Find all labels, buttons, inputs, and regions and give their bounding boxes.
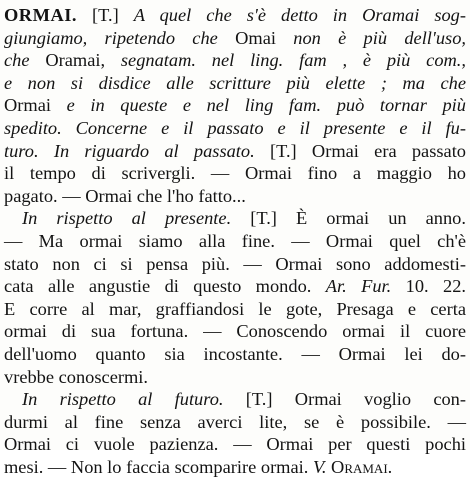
roman-text: stato non ci si pensa più. — Ormai sono addomesti- xyxy=(4,253,466,274)
italic-text: turo. In riguardo al passato. xyxy=(4,140,255,161)
roman-text: — Ma ormai siamo alla fine. — Ormai quel ch'è xyxy=(4,230,466,251)
roman-text: cata alle angustie di questo mondo. xyxy=(4,276,326,297)
text-line xyxy=(4,72,466,95)
roman-text: 10. 22. xyxy=(391,276,466,297)
text-line xyxy=(4,185,466,208)
text-line xyxy=(4,275,466,298)
roman-text: vrebbe conoscermi. xyxy=(4,366,149,387)
roman-text: [T.] Ormai era passato xyxy=(254,140,466,161)
roman-text: Oramai, xyxy=(45,50,106,71)
text-line xyxy=(4,207,466,230)
italic-text: Ar. Fur. xyxy=(325,276,392,297)
text-line xyxy=(4,366,466,389)
italic-text: V. xyxy=(312,456,327,477)
text-line xyxy=(4,117,466,140)
cross-reference: Oramai. xyxy=(326,456,393,477)
italic-text: In rispetto al futuro. xyxy=(22,389,224,410)
italic-text: che xyxy=(4,50,46,71)
text-line xyxy=(4,94,466,117)
italic-text: non è più dell'uso, xyxy=(275,27,466,48)
roman-text: durmi al fine senza averci lite, se è possibile. — xyxy=(4,411,466,432)
text-line xyxy=(4,411,466,434)
italic-text: segnatam. nel ling. fam , è più com., xyxy=(105,50,467,71)
text-line xyxy=(4,456,466,478)
roman-text: Ormai xyxy=(4,95,51,116)
roman-text: [T.] È ormai un anno. xyxy=(231,208,466,229)
roman-text: il tempo di scrivergli. — Ormai fino a maggio ho xyxy=(4,163,466,184)
headword: ORMAI. xyxy=(4,5,77,25)
italic-text: spedito. Concerne e il passato e il presente e il fu- xyxy=(4,117,466,138)
text-line xyxy=(4,140,466,163)
italic-text: giungiamo, ripetendo che xyxy=(4,27,236,48)
italic-text: A quel che s'è detto in Oramai sog- xyxy=(133,5,466,25)
text-line xyxy=(4,320,466,343)
italic-text: e non si disdice alle scritture più elette ; ma che xyxy=(4,72,466,93)
text-line xyxy=(4,49,466,72)
text-line xyxy=(4,230,466,253)
dictionary-entry-ormai xyxy=(4,4,466,478)
roman-text: dell'uomo quanto sia incostante. — Ormai lei do- xyxy=(4,343,466,364)
italic-text: In rispetto al presente. xyxy=(22,208,232,229)
text-line xyxy=(4,388,466,411)
roman-text: E corre al mar, graffiandosi le gote, Presaga e certa xyxy=(4,298,466,319)
roman-text: [T.] xyxy=(76,5,134,25)
roman-text: ormai di sua fortuna. — Conoscendo ormai il cuore xyxy=(4,321,466,342)
text-line xyxy=(4,162,466,185)
roman-text: Omai xyxy=(235,27,276,48)
text-line xyxy=(4,27,466,50)
roman-text: [T.] Ormai voglio con- xyxy=(223,389,467,410)
text-line xyxy=(4,433,466,456)
roman-text: mesi. — Non lo faccia scomparire ormai. xyxy=(4,456,313,477)
text-line xyxy=(4,4,466,27)
text-line xyxy=(4,253,466,276)
roman-text: Ormai ci vuole pazienza. — Ormai per questi pochi xyxy=(4,434,466,455)
text-line xyxy=(4,343,466,366)
italic-text: e in queste e nel ling fam. può tornar più xyxy=(50,95,466,116)
text-line xyxy=(4,298,466,321)
roman-text: pagato. — Ormai che l'ho fatto... xyxy=(4,185,246,206)
